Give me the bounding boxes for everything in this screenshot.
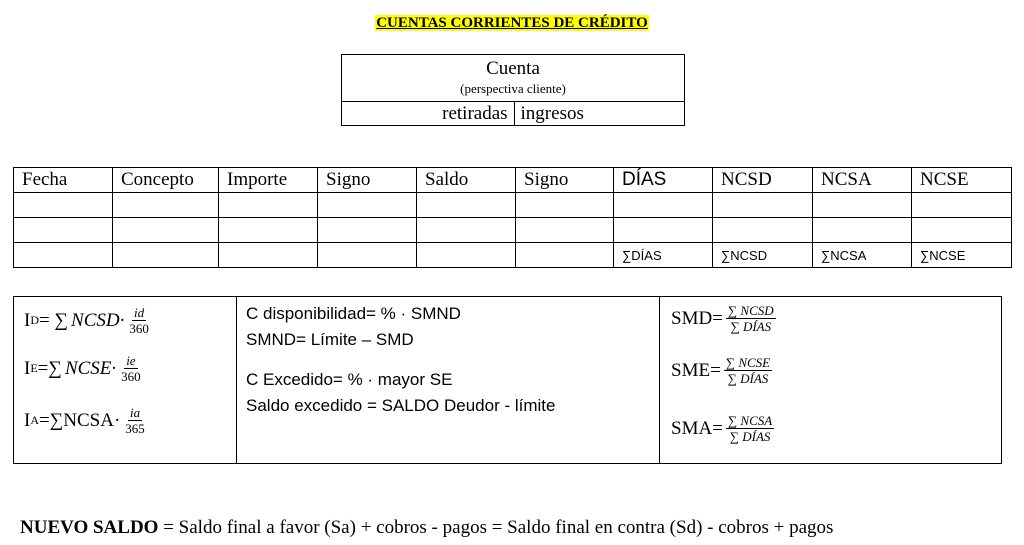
fraction: $\frac{\text{∑ NCSA}}{\text{∑ DÍAS}}$ bbox=[727, 413, 773, 444]
cuenta-subtitle: (perspectiva cliente) bbox=[460, 81, 566, 96]
average-balance-formulas bbox=[659, 297, 1001, 463]
cuenta-ingresos: ingresos bbox=[520, 103, 584, 124]
cuenta-retiradas: retiradas bbox=[436, 102, 514, 126]
title-text: CUENTAS CORRIENTES DE CRÉDITO bbox=[376, 15, 648, 31]
header-signo-2: Signo bbox=[516, 168, 614, 193]
document-title bbox=[0, 14, 1024, 32]
interest-formulas bbox=[14, 297, 237, 463]
cuenta-header bbox=[342, 55, 684, 102]
header-dias: DÍAS bbox=[614, 168, 713, 193]
formulas-box bbox=[13, 296, 1002, 464]
header-importe: Importe bbox=[219, 168, 318, 193]
formula-ia: I A =∑NCSA· $\frac{ia}{365}$ bbox=[24, 405, 145, 436]
header-fecha: Fecha bbox=[14, 168, 113, 193]
header-ncsa: NCSA bbox=[813, 168, 912, 193]
formula-smnd: SMND= Límite – SMD bbox=[246, 330, 414, 349]
header-ncsd: NCSD bbox=[713, 168, 813, 193]
sum-ncsd: ∑NCSD bbox=[713, 243, 813, 268]
formula-sma: SMA= $\frac{\text{∑ NCSA}}{\text{∑ DÍAS}}$ bbox=[671, 413, 773, 444]
cuenta-row bbox=[342, 102, 684, 126]
formula-id: I D = ∑ NCSD· $\frac{id}{360}$ bbox=[24, 305, 149, 336]
table-header-row bbox=[14, 168, 1012, 193]
formula-sme: SME= $\frac{\text{∑ NCSE}}{\text{∑ DÍAS}}$ bbox=[671, 355, 771, 386]
cuenta-t-account bbox=[341, 54, 685, 126]
fraction: $\frac{ie}{360}$ bbox=[121, 353, 141, 384]
formula-ie: I E =∑ NCSE· $\frac{ie}{360}$ bbox=[24, 353, 141, 384]
formula-c-excedido: C Excedido= % · mayor SE bbox=[246, 370, 453, 389]
sum-dias: ∑DÍAS bbox=[614, 243, 713, 268]
nuevo-saldo-label: NUEVO SALDO bbox=[20, 517, 159, 538]
header-concepto: Concepto bbox=[113, 168, 219, 193]
cuenta-title: Cuenta bbox=[486, 58, 540, 79]
sum-ncse: ∑NCSE bbox=[912, 243, 1012, 268]
header-signo: Signo bbox=[318, 168, 417, 193]
formula-c-disponibilidad: C disponibilidad= % · SMND bbox=[246, 304, 461, 323]
limit-formulas bbox=[236, 297, 660, 463]
fraction: $\frac{\text{∑ NCSE}}{\text{∑ DÍAS}}$ bbox=[725, 355, 771, 386]
movements-table bbox=[13, 167, 1012, 268]
header-ncse: NCSE bbox=[912, 168, 1012, 193]
table-row bbox=[14, 193, 1012, 218]
table-sum-row bbox=[14, 243, 1012, 268]
table-row bbox=[14, 218, 1012, 243]
nuevo-saldo-formula bbox=[20, 517, 833, 539]
formula-smd: SMD= $\frac{\text{∑ NCSD}}{\text{∑ DÍAS}}$ bbox=[671, 303, 774, 334]
header-saldo: Saldo bbox=[417, 168, 516, 193]
fraction: $\frac{ia}{365}$ bbox=[125, 405, 145, 436]
sum-ncsa: ∑NCSA bbox=[813, 243, 912, 268]
fraction: $\frac{\text{∑ NCSD}}{\text{∑ DÍAS}}$ bbox=[727, 303, 774, 334]
fraction: $\frac{id}{360}$ bbox=[129, 305, 149, 336]
nuevo-saldo-expression: = Saldo final a favor (Sa) + cobros - pagos = Saldo final en contra (Sd) - cobros + pagos bbox=[158, 517, 834, 538]
formula-saldo-excedido: Saldo excedido = SALDO Deudor - límite bbox=[246, 396, 556, 415]
